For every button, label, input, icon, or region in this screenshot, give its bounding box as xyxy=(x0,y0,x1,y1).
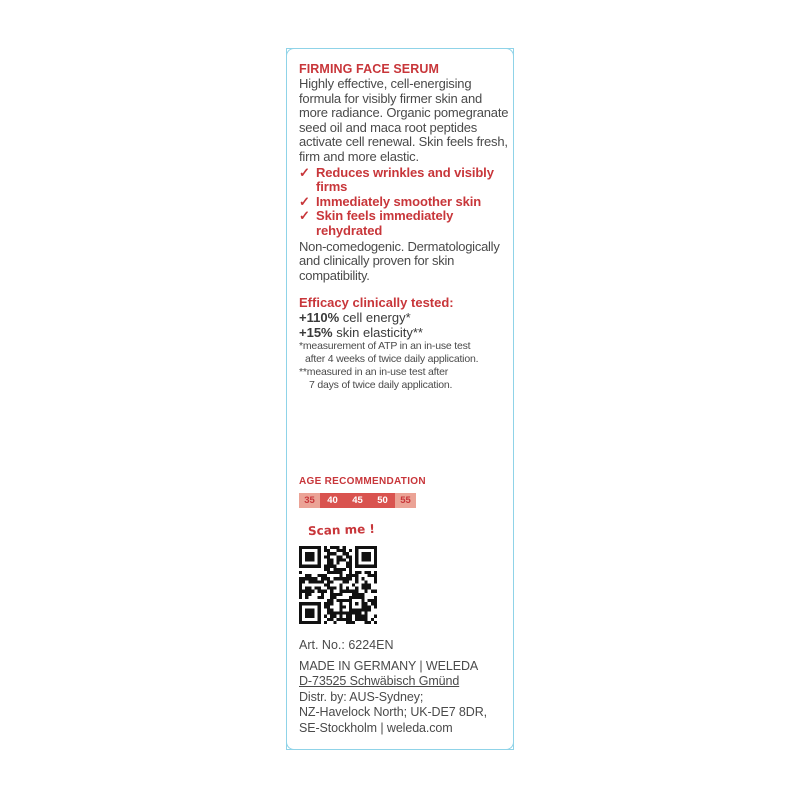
benefit-text: Immediately smoother skin xyxy=(316,193,482,209)
distributor-line: Distr. by: AUS-Sydney; xyxy=(299,689,424,704)
benefit-text: Reduces wrinkles and visibly firms xyxy=(316,164,494,195)
article-number: Art. No.: 6224EN xyxy=(299,638,394,652)
age-recommendation-bar xyxy=(299,493,416,508)
scan-me-label: Scan me ! xyxy=(307,521,376,539)
footnote-line: *measurement of ATP in an in-use test xyxy=(299,340,471,353)
footnote xyxy=(299,340,509,365)
footnote-line: after 4 weeks of twice daily application. xyxy=(305,352,479,365)
manufacturer-info xyxy=(299,659,513,736)
corner-decoration xyxy=(504,48,514,58)
footnote xyxy=(299,366,509,391)
efficacy-stat xyxy=(299,310,509,325)
stat-value: +15% xyxy=(299,325,333,341)
stat-label: skin elasticity** xyxy=(336,325,423,341)
manufacturer-line: MADE IN GERMANY | WELEDA xyxy=(299,659,479,673)
label-content xyxy=(299,62,509,391)
efficacy-stat xyxy=(299,325,509,340)
benefit-item xyxy=(299,195,509,210)
distributor-line: NZ-Havelock North; UK-DE7 8DR, xyxy=(299,705,488,720)
manufacturer-address: D-73525 Schwäbisch Gmünd xyxy=(299,674,460,689)
corner-decoration xyxy=(286,740,296,750)
qr-code-icon[interactable] xyxy=(299,546,377,624)
age-cell: 55 xyxy=(395,493,416,508)
product-label-panel xyxy=(286,48,514,750)
benefit-item xyxy=(299,209,509,238)
footnote-line: **measured in an in-use test after xyxy=(299,366,449,379)
product-title: FIRMING FACE SERUM xyxy=(299,62,439,76)
stat-value: +110% xyxy=(299,310,340,326)
benefit-item xyxy=(299,166,509,195)
benefit-list xyxy=(299,166,509,239)
age-cell: 35 xyxy=(299,493,320,508)
efficacy-title: Efficacy clinically tested: xyxy=(299,295,454,311)
checkmark-icon: ✓ xyxy=(299,164,310,180)
distributor-line: SE-Stockholm | weleda.com xyxy=(299,720,453,735)
age-recommendation-title: AGE RECOMMENDATION xyxy=(299,476,426,487)
checkmark-icon: ✓ xyxy=(299,193,310,209)
corner-decoration xyxy=(286,48,296,58)
product-description: Highly effective, cell-energising formula for visibly firmer skin and more radiance. Organic pomegranate seed oil and maca root peptides activate cell renewal. Skin feels fresh, firm and more elastic. xyxy=(299,76,509,164)
footnote-line: 7 days of twice daily application. xyxy=(309,378,453,391)
checkmark-icon: ✓ xyxy=(299,208,310,224)
benefit-text: Skin feels immediately rehydrated xyxy=(316,208,454,238)
corner-decoration xyxy=(504,740,514,750)
age-cell: 40 xyxy=(320,493,345,508)
stat-label: cell energy* xyxy=(342,310,411,326)
compatibility-note: Non-comedogenic. Dermatologically and clinically proven for skin compatibility. xyxy=(299,238,500,283)
age-cell: 50 xyxy=(370,493,395,508)
age-cell: 45 xyxy=(345,493,370,508)
